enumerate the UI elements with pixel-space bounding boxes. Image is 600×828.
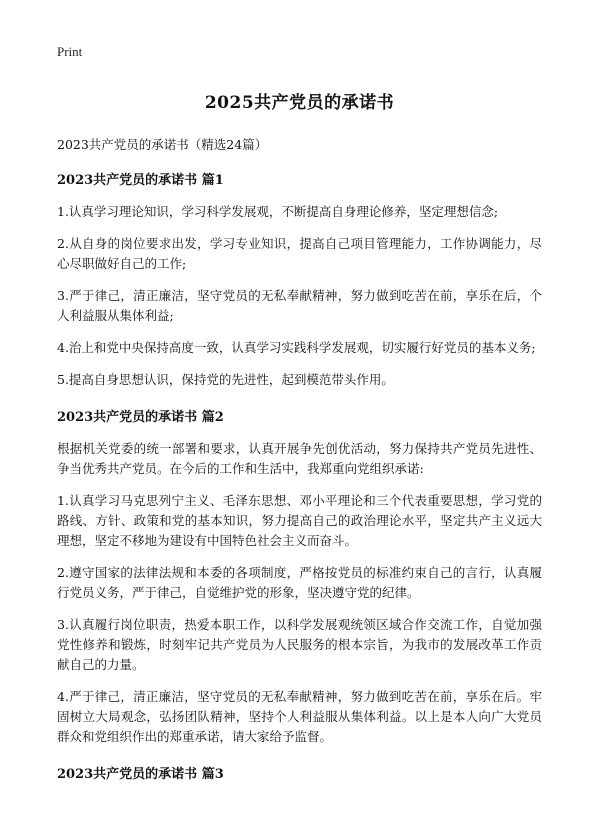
paragraph: 2.遵守国家的法律法规和本委的各项制度，严格按党员的标准约束自己的言行，认真履行党员义务，严于律己，自觉维护党的形象，坚决遵守党的纪律。	[57, 565, 542, 600]
section-heading: 2023共产党员的承诺书 篇1	[57, 173, 224, 188]
paragraph: 根据机关党委的统一部署和要求，认真开展争先创优活动，努力保持共产党员先进性、争当优秀共产党员。在今后的工作和生活中，我郑重向党组织承诺:	[57, 441, 542, 476]
paragraph: 3.认真履行岗位职责，热爱本职工作，以科学发展观统领区域合作交流工作，自觉加强党性修养和锻炼，时刻牢记共产党员为人民服务的根本宗旨，为我市的发展改革工作贡献自己的力量。	[57, 617, 542, 672]
section-heading: 2023共产党员的承诺书 篇3	[57, 767, 224, 782]
paragraph: 3.严于律己，清正廉洁，坚守党员的无私奉献精神，努力做到吃苦在前，享乐在后，个人利益服从集体利益;	[57, 288, 542, 323]
paragraph: 2.从自身的岗位要求出发，学习专业知识，提高自己项目管理能力，工作协调能力，尽心尽职做好自己的工作;	[57, 236, 542, 271]
paragraph: 4.严于律己，清正廉洁，坚守党员的无私奉献精神，努力做到吃苦在前，享乐在后。牢固树立大局观念，弘扬团队精神，坚持个人利益服从集体利益。以上是本人向广大党员群众和党组织作出的郑重承诺，请大家给予监督。	[57, 689, 542, 744]
print-label: Print	[57, 44, 83, 59]
document-subtitle: 2023共产党员的承诺书（精选24篇）	[57, 137, 268, 152]
section-1	[57, 169, 542, 390]
section-3	[57, 763, 542, 782]
document-title: 2025共产党员的承诺书	[204, 93, 395, 113]
paragraph: 1.认真学习马克思列宁主义、毛泽东思想、邓小平理论和三个代表重要思想，学习党的路线、方针、政策和党的基本知识，努力提高自己的政治理论水平，坚定共产主义远大理想，坚定不移地为建设有中国特色社会主义而奋斗。	[57, 493, 542, 548]
section-heading: 2023共产党员的承诺书 篇2	[57, 410, 224, 425]
section-2	[57, 406, 542, 747]
paragraph: 4.治上和党中央保持高度一致，认真学习实践科学发展观，切实履行好党员的基本义务;	[57, 340, 536, 355]
paragraph: 1.认真学习理论知识，学习科学发展观，不断提高自身理论修养，坚定理想信念;	[57, 204, 499, 219]
paragraph: 5.提高自身思想认识，保持党的先进性，起到模范带头作用。	[57, 372, 394, 387]
